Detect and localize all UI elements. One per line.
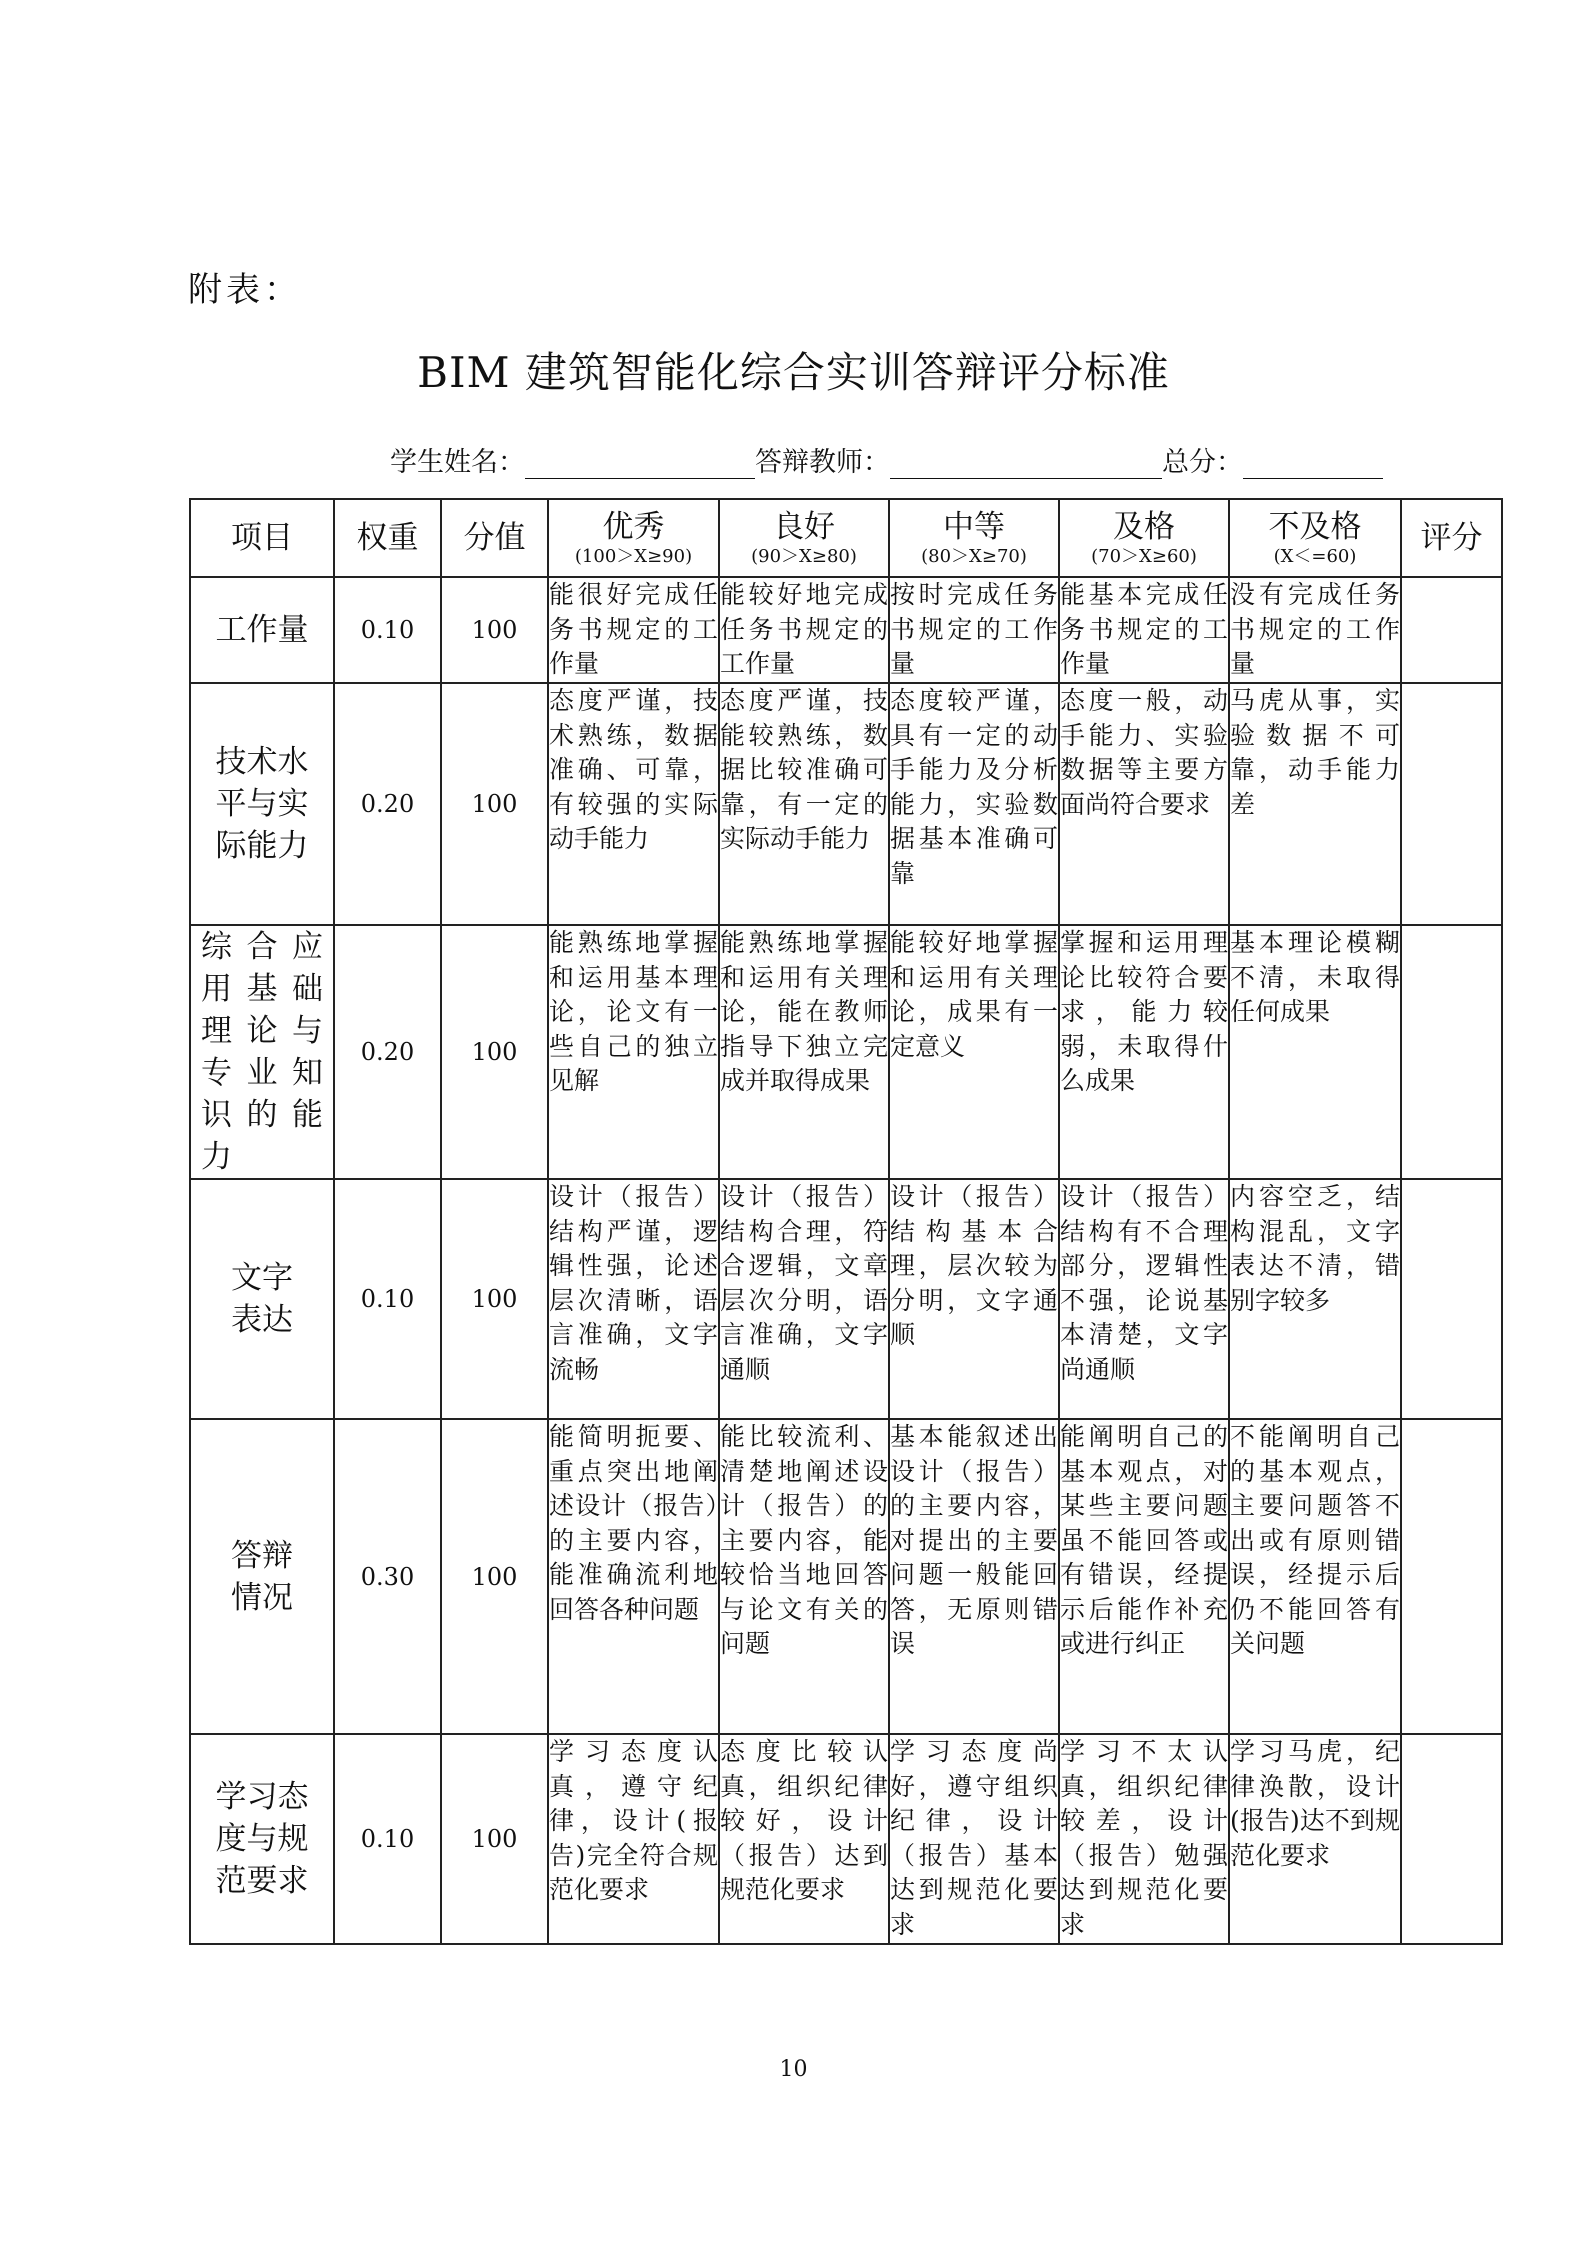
row-rating-cell[interactable]	[1401, 577, 1502, 683]
row-score: 100	[441, 1419, 548, 1734]
row-rating-cell[interactable]	[1401, 1419, 1502, 1734]
appendix-label: 附表：	[188, 270, 302, 310]
row-excellent: 能熟练地掌握和运用基本理论，论文有一些自己的独立见解	[548, 925, 719, 1179]
row-medium: 基本能叙述出设计（报告）的主要内容，对提出的主要问题一般能回答，无原则错误	[889, 1419, 1059, 1734]
row-good: 能比较流利、清楚地阐述设计（报告）的主要内容，能较恰当地回答与论文有关的问题	[719, 1419, 889, 1734]
row-good: 设计（报告）结构合理，符合逻辑，文章层次分明，语言准确，文字通顺	[719, 1179, 889, 1419]
row-medium: 设计（报告）结构基本合理，层次较为分明，文字通顺	[889, 1179, 1059, 1419]
row-pass: 能基本完成任务书规定的工作量	[1059, 577, 1229, 683]
row-score: 100	[441, 577, 548, 683]
teacher-label: 答辩教师：	[755, 447, 890, 478]
table-row	[190, 1419, 1502, 1734]
table-row	[190, 577, 1502, 683]
row-excellent: 能简明扼要、重点突出地阐述设计（报告）的主要内容，能准确流利地回答各种问题	[548, 1419, 719, 1734]
row-medium: 能较好地掌握和运用有关理论，成果有一定意义	[889, 925, 1059, 1179]
info-line	[390, 440, 1383, 479]
row-score: 100	[441, 925, 548, 1179]
table-row	[190, 1179, 1502, 1419]
table-row	[190, 925, 1502, 1179]
row-medium: 按时完成任务书规定的工作量	[889, 577, 1059, 683]
row-fail: 学习马虎，纪律涣散，设计(报告)达不到规范化要求	[1229, 1734, 1401, 1944]
row-item: 技术水平与实际能力	[190, 683, 334, 925]
row-score: 100	[441, 1179, 548, 1419]
header-weight: 权重	[334, 499, 441, 577]
row-good: 能较好地完成任务书规定的工作量	[719, 577, 889, 683]
row-fail: 马虎从事，实验数据不可靠，动手能力差	[1229, 683, 1401, 925]
row-pass: 掌握和运用理论比较符合要求，能力较弱，未取得什么成果	[1059, 925, 1229, 1179]
row-weight: 0.10	[334, 1734, 441, 1944]
row-excellent: 学习态度认真，遵守纪律，设计(报告)完全符合规范化要求	[548, 1734, 719, 1944]
student-name-label: 学生姓名：	[390, 447, 525, 478]
row-good: 态度比较认真，组织纪律较好，设计（报告）达到规范化要求	[719, 1734, 889, 1944]
table-row	[190, 683, 1502, 925]
row-rating-cell[interactable]	[1401, 925, 1502, 1179]
row-excellent: 能很好完成任务书规定的工作量	[548, 577, 719, 683]
row-rating-cell[interactable]	[1401, 683, 1502, 925]
table-row	[190, 1734, 1502, 1944]
row-weight: 0.30	[334, 1419, 441, 1734]
header-medium: 中等 (80＞X≥70)	[889, 499, 1059, 577]
header-item: 项目	[190, 499, 334, 577]
row-fail: 内容空乏，结构混乱，文字表达不清，错别字较多	[1229, 1179, 1401, 1419]
row-pass: 学习不太认真，组织纪律较差，设计（报告）勉强达到规范化要求	[1059, 1734, 1229, 1944]
header-excellent: 优秀 (100＞X≥90)	[548, 499, 719, 577]
row-pass: 设计（报告）结构有不合理部分，逻辑性不强，论说基本清楚，文字尚通顺	[1059, 1179, 1229, 1419]
total-score-field[interactable]	[1243, 450, 1383, 479]
scoring-table	[189, 498, 1503, 1945]
row-pass: 态度一般，动手能力、实验数据等主要方面尚符合要求	[1059, 683, 1229, 925]
row-fail: 没有完成任务书规定的工作量	[1229, 577, 1401, 683]
row-weight: 0.20	[334, 925, 441, 1179]
row-item: 答辩情况	[190, 1419, 334, 1734]
total-score-label: 总分：	[1162, 447, 1243, 478]
header-row	[190, 499, 1502, 577]
row-weight: 0.10	[334, 1179, 441, 1419]
row-excellent: 设计（报告）结构严谨，逻辑性强，论述层次清晰，语言准确，文字流畅	[548, 1179, 719, 1419]
header-pass: 及格 (70＞X≥60)	[1059, 499, 1229, 577]
row-fail: 基本理论模糊不清，未取得任何成果	[1229, 925, 1401, 1179]
row-pass: 能阐明自己的基本观点，对某些主要问题虽不能回答或有错误，经提示后能作补充或进行纠正	[1059, 1419, 1229, 1734]
header-score: 分值	[441, 499, 548, 577]
row-item: 综合应用基础理论与专业知识的能力	[190, 925, 334, 1179]
student-name-field[interactable]	[525, 450, 755, 479]
row-good: 能熟练地掌握和运用有关理论，能在教师指导下独立完成并取得成果	[719, 925, 889, 1179]
row-rating-cell[interactable]	[1401, 1734, 1502, 1944]
row-item: 工作量	[190, 577, 334, 683]
row-rating-cell[interactable]	[1401, 1179, 1502, 1419]
header-rating: 评分	[1401, 499, 1502, 577]
row-weight: 0.10	[334, 577, 441, 683]
row-item: 文字表达	[190, 1179, 334, 1419]
row-score: 100	[441, 1734, 548, 1944]
row-score: 100	[441, 683, 548, 925]
header-good: 良好 (90＞X≥80)	[719, 499, 889, 577]
row-fail: 不能阐明自己的基本观点，主要问题答不出或有原则错误，经提示后仍不能回答有关问题	[1229, 1419, 1401, 1734]
row-item: 学习态度与规范要求	[190, 1734, 334, 1944]
page-number: 10	[779, 2057, 808, 2082]
row-good: 态度严谨，技能较熟练，数据比较准确可靠，有一定的实际动手能力	[719, 683, 889, 925]
row-weight: 0.20	[334, 683, 441, 925]
teacher-field[interactable]	[890, 450, 1162, 479]
row-excellent: 态度严谨，技术熟练，数据准确、可靠，有较强的实际动手能力	[548, 683, 719, 925]
page-title: BIM 建筑智能化综合实训答辩评分标准	[417, 348, 1170, 397]
header-fail: 不及格 (X＜=60)	[1229, 499, 1401, 577]
row-medium: 学习态度尚好，遵守组织纪律，设计（报告）基本达到规范化要求	[889, 1734, 1059, 1944]
row-medium: 态度较严谨，具有一定的动手能力及分析能力，实验数据基本准确可靠	[889, 683, 1059, 925]
